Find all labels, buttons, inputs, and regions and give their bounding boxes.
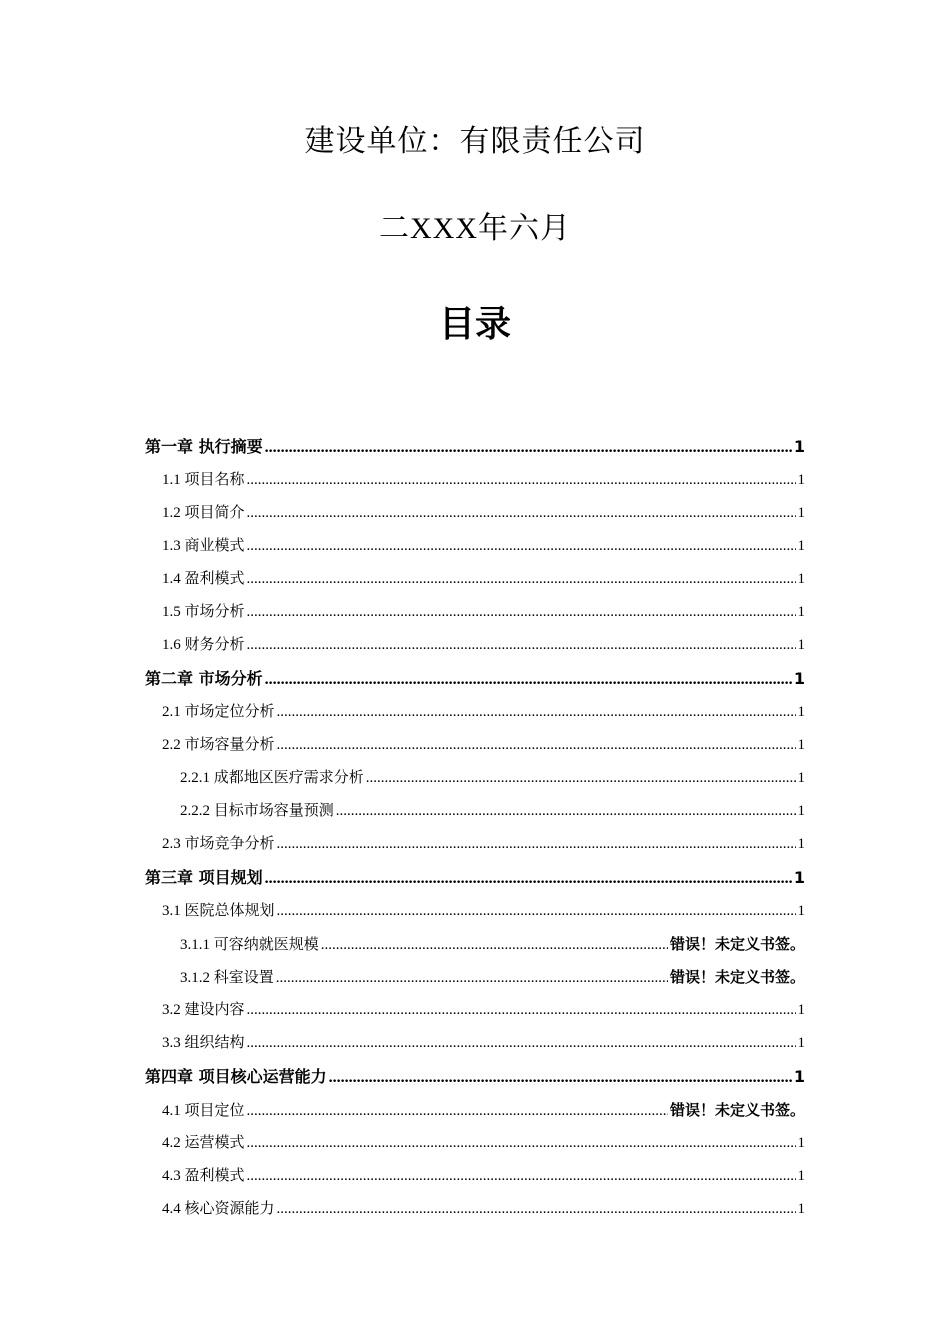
toc-entry-page: 1 — [797, 903, 805, 919]
toc-entry-label: 2.2 市场容量分析 — [162, 737, 275, 753]
toc-entry-label: 2.3 市场竞争分析 — [162, 836, 275, 852]
toc-entry-label: 1.6 财务分析 — [162, 637, 245, 653]
toc-entry-page: 1 — [793, 669, 805, 688]
toc-entry-label: 4.1 项目定位 — [162, 1103, 245, 1119]
toc-chapter-entry[interactable] — [145, 430, 805, 464]
toc-entry-page: 1 — [797, 1002, 805, 1018]
toc-entry-page: 1 — [797, 472, 805, 488]
toc-entry-label: 3.3 组织结构 — [162, 1035, 245, 1051]
toc-dot-leader — [247, 629, 796, 662]
toc-section-entry[interactable] — [145, 762, 805, 795]
toc-dot-leader — [329, 1061, 792, 1095]
toc-entry-page: 1 — [797, 704, 805, 720]
toc-dot-leader — [247, 994, 796, 1027]
toc-chapter-entry[interactable] — [145, 1060, 805, 1094]
toc-section-entry[interactable] — [145, 895, 805, 928]
toc-entry-page: 错误！未定义书签。 — [669, 935, 805, 953]
toc-section-entry[interactable] — [145, 928, 805, 961]
toc-dot-leader — [247, 1095, 668, 1128]
toc-entry-label: 3.2 建设内容 — [162, 1002, 245, 1018]
toc-entry-label: 3.1 医院总体规划 — [162, 903, 275, 919]
toc-entry-page: 1 — [797, 836, 805, 852]
toc-section-entry[interactable] — [145, 1160, 805, 1193]
toc-dot-leader — [277, 696, 796, 729]
toc-entry-page: 错误！未定义书签。 — [669, 1101, 805, 1119]
toc-dot-leader — [265, 663, 792, 697]
toc-chapter-entry[interactable] — [145, 662, 805, 696]
toc-entry-page: 1 — [797, 604, 805, 620]
toc-section-entry[interactable] — [145, 1027, 805, 1060]
toc-section-entry[interactable] — [145, 596, 805, 629]
toc-dot-leader — [247, 1160, 796, 1193]
toc-section-entry[interactable] — [145, 696, 805, 729]
toc-entry-page: 1 — [797, 737, 805, 753]
toc-dot-leader — [247, 464, 796, 497]
toc-section-entry[interactable] — [145, 795, 805, 828]
toc-entry-label: 第二章 市场分析 — [145, 669, 263, 688]
toc-section-entry[interactable] — [145, 1127, 805, 1160]
toc-entry-label: 第四章 项目核心运营能力 — [145, 1067, 327, 1086]
toc-section-entry[interactable] — [145, 994, 805, 1027]
toc-entry-page: 1 — [797, 505, 805, 521]
toc-entry-page: 1 — [797, 1168, 805, 1184]
toc-dot-leader — [277, 729, 796, 762]
toc-dot-leader — [247, 1027, 796, 1060]
document-date: 二XXX年六月 — [379, 212, 571, 245]
toc-entry-label: 2.2.2 目标市场容量预测 — [180, 803, 334, 819]
toc-dot-leader — [247, 1127, 796, 1160]
toc-entry-page: 1 — [797, 770, 805, 786]
toc-entry-label: 1.2 项目简介 — [162, 505, 245, 521]
toc-dot-leader — [247, 563, 796, 596]
toc-chapter-entry[interactable] — [145, 861, 805, 895]
toc-entry-label: 1.1 项目名称 — [162, 472, 245, 488]
toc-entry-label: 4.2 运营模式 — [162, 1135, 245, 1151]
toc-section-entry[interactable] — [145, 530, 805, 563]
toc-section-entry[interactable] — [145, 464, 805, 497]
toc-entry-page: 1 — [797, 803, 805, 819]
toc-title: 目录 — [438, 304, 511, 345]
toc-entry-label: 3.1.1 可容纳就医规模 — [180, 937, 319, 953]
toc-dot-leader — [247, 497, 796, 530]
company-name: 建设单位：有限责任公司 — [304, 124, 646, 159]
toc-entry-label: 1.4 盈利模式 — [162, 571, 245, 587]
toc-entry-label: 第三章 项目规划 — [145, 868, 263, 887]
toc-entry-label: 第一章 执行摘要 — [145, 437, 263, 456]
toc-entry-page: 1 — [793, 1067, 805, 1086]
toc-entry-label: 1.3 商业模式 — [162, 538, 245, 554]
toc-dot-leader — [247, 530, 796, 563]
toc-dot-leader — [265, 431, 792, 465]
toc-entry-page: 1 — [797, 538, 805, 554]
toc-section-entry[interactable] — [145, 1094, 805, 1127]
toc-dot-leader — [265, 862, 792, 896]
toc-entry-page: 1 — [793, 868, 805, 887]
toc-entry-page: 1 — [797, 1201, 805, 1217]
toc-entry-page: 1 — [797, 1035, 805, 1051]
toc-dot-leader — [277, 828, 796, 861]
toc-entry-label: 4.4 核心资源能力 — [162, 1201, 275, 1217]
table-of-contents — [145, 430, 805, 1226]
toc-entry-label: 2.1 市场定位分析 — [162, 704, 275, 720]
toc-dot-leader — [247, 596, 796, 629]
toc-section-entry[interactable] — [145, 629, 805, 662]
toc-dot-leader — [321, 929, 668, 962]
toc-entry-page: 错误！未定义书签。 — [669, 968, 805, 986]
toc-entry-page: 1 — [797, 1135, 805, 1151]
toc-section-entry[interactable] — [145, 961, 805, 994]
toc-entry-label: 2.2.1 成都地区医疗需求分析 — [180, 770, 364, 786]
toc-section-entry[interactable] — [145, 497, 805, 530]
toc-dot-leader — [277, 895, 796, 928]
toc-dot-leader — [277, 1193, 796, 1226]
toc-section-entry[interactable] — [145, 1193, 805, 1226]
toc-entry-page: 1 — [797, 637, 805, 653]
toc-section-entry[interactable] — [145, 828, 805, 861]
toc-entry-page: 1 — [797, 571, 805, 587]
toc-entry-label: 1.5 市场分析 — [162, 604, 245, 620]
toc-entry-label: 4.3 盈利模式 — [162, 1168, 245, 1184]
toc-entry-label: 3.1.2 科室设置 — [180, 970, 274, 986]
toc-dot-leader — [276, 962, 668, 995]
toc-section-entry[interactable] — [145, 729, 805, 762]
toc-dot-leader — [366, 762, 796, 795]
toc-section-entry[interactable] — [145, 563, 805, 596]
toc-entry-page: 1 — [793, 437, 805, 456]
toc-dot-leader — [336, 795, 796, 828]
